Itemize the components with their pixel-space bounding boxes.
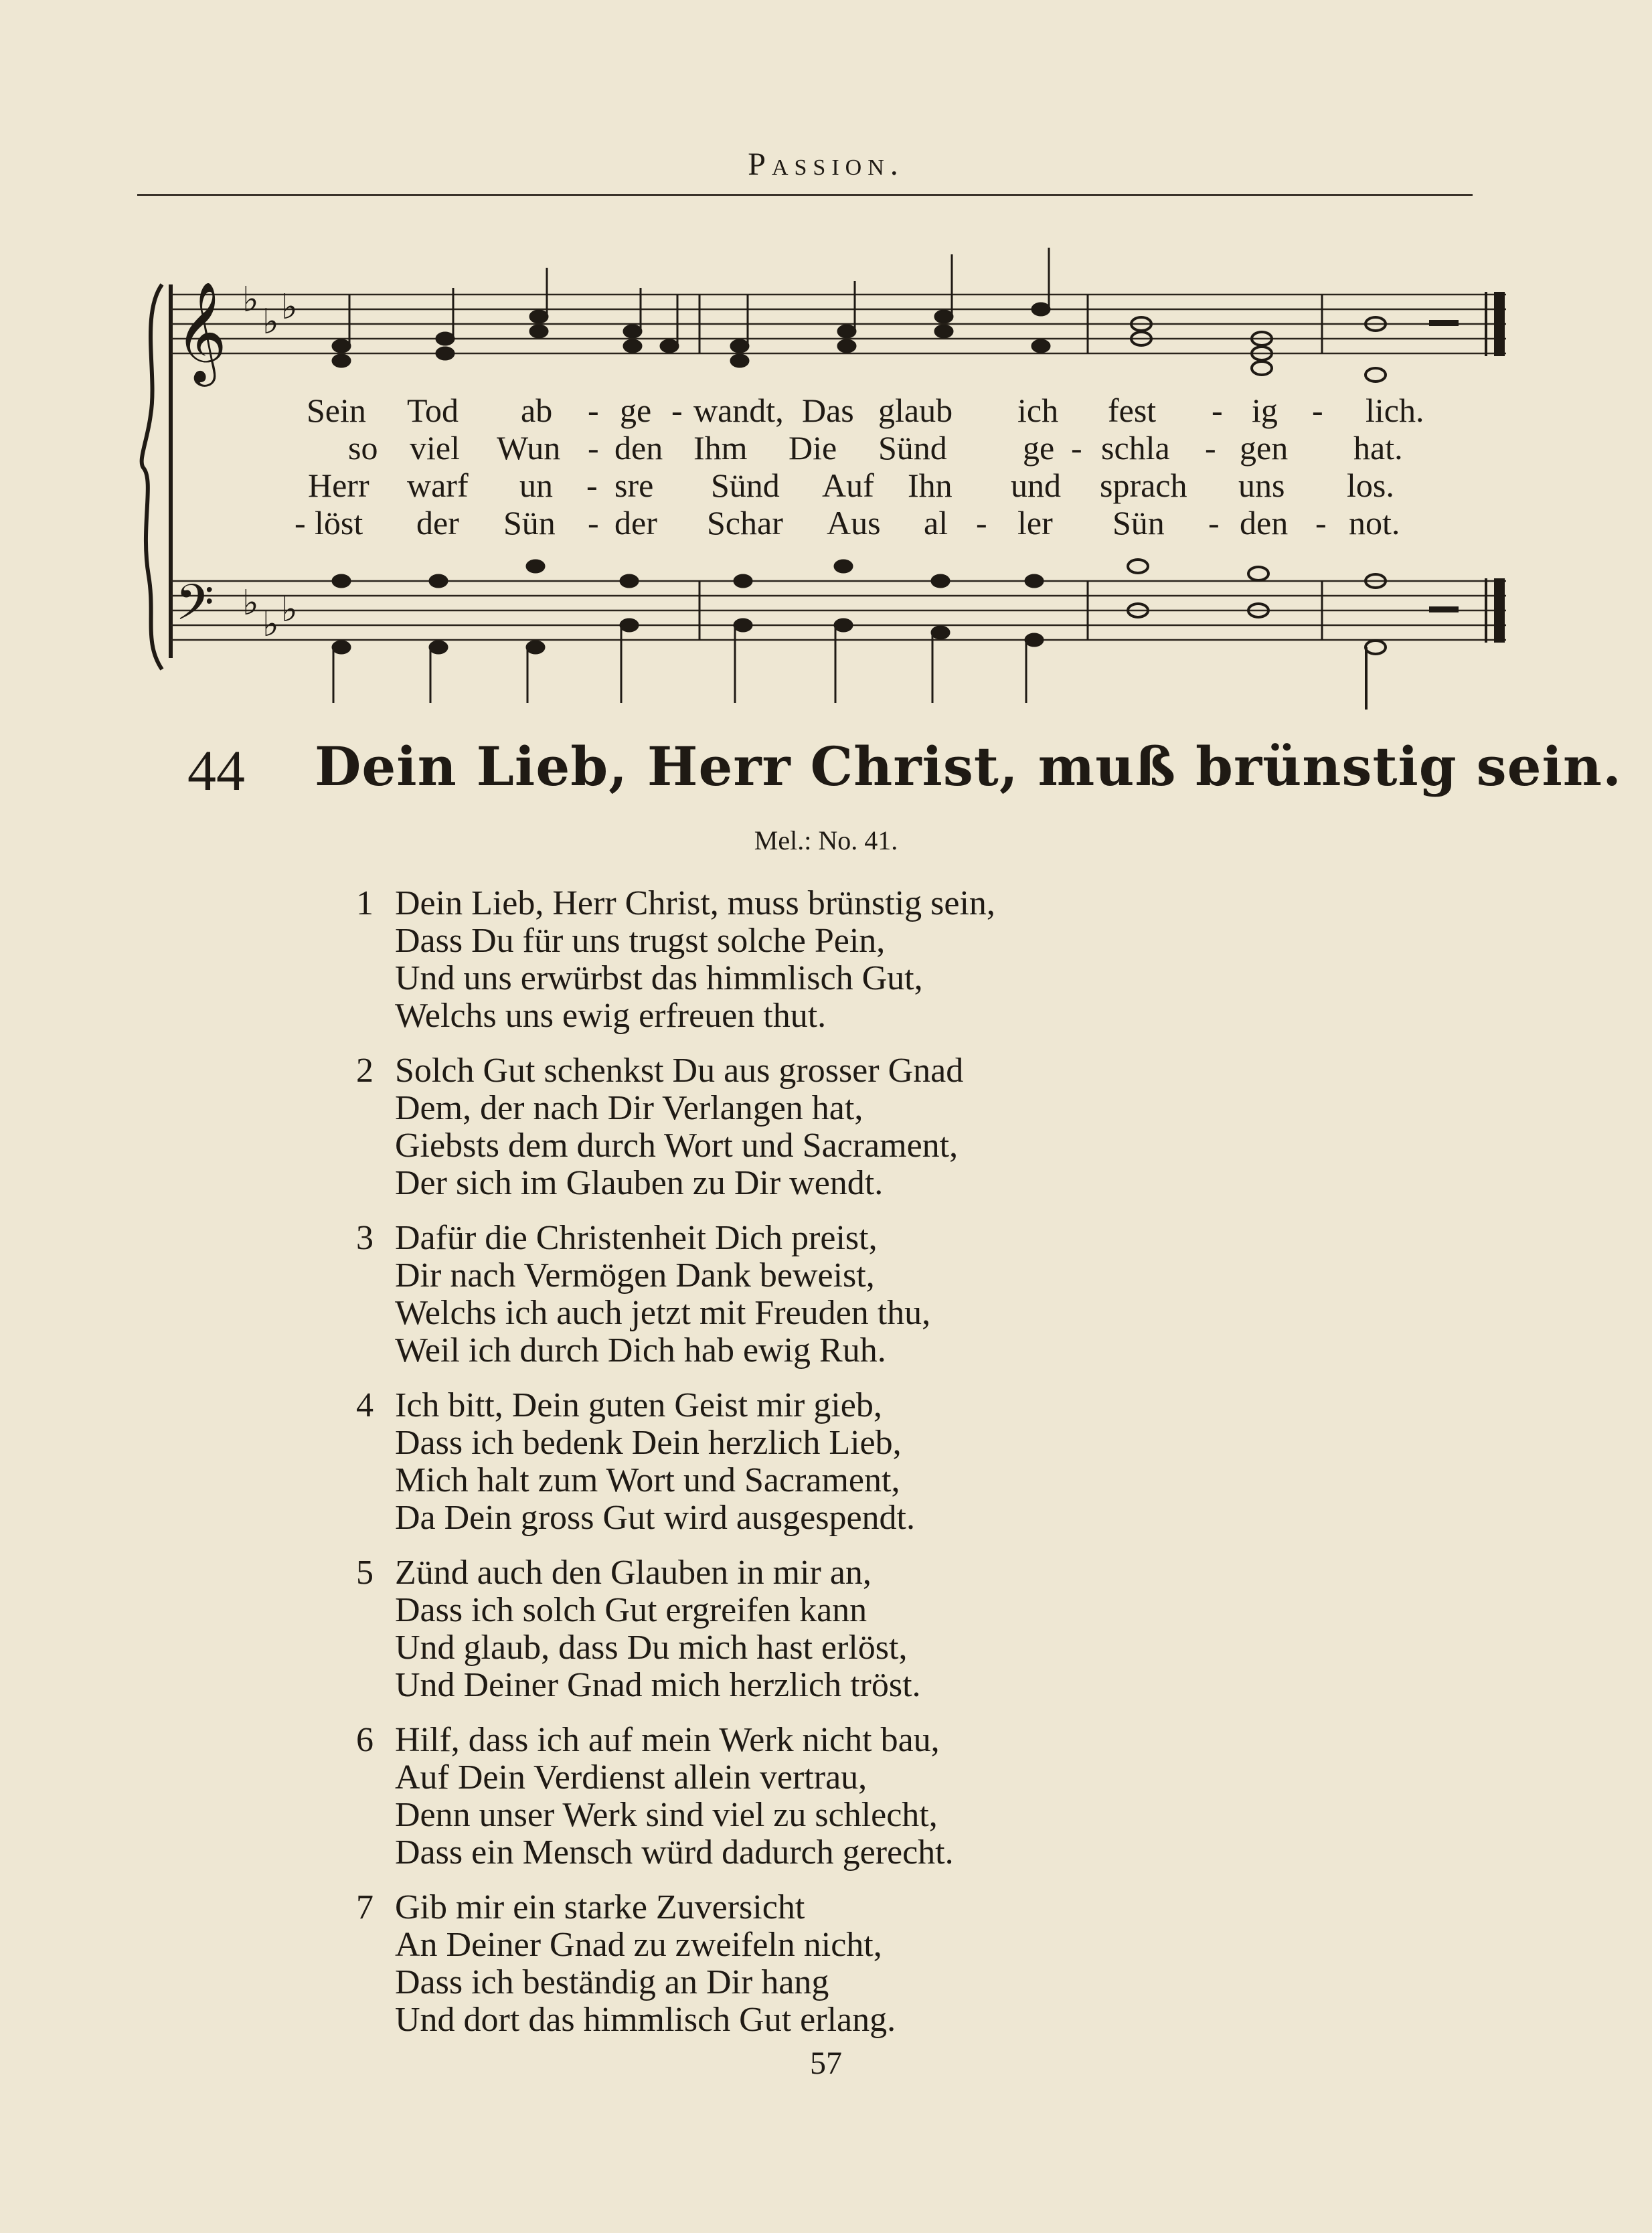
verse-line: Dass ich solch Gut ergreifen kann [395, 1591, 868, 1629]
verse-line: Dass ich bedenk Dein herzlich Lieb, [395, 1424, 902, 1462]
verse-5 [356, 1554, 921, 1704]
lyric-syllable: - [1205, 429, 1216, 467]
verse-line: Weil ich durch Dich hab ewig Ruh. [395, 1331, 886, 1370]
lyric-syllable: ler [1017, 504, 1053, 542]
lyric-syllable: Sün [503, 504, 556, 542]
lyric-syllable: ge [620, 392, 652, 429]
lyric-syllable: - [976, 504, 987, 542]
verse-7 [356, 1888, 896, 2039]
lyric-syllable: Ihm [693, 429, 748, 467]
lyric-syllable: der [416, 504, 459, 542]
lyric-syllable: den [614, 429, 663, 467]
lyric-syllable: al [924, 504, 948, 542]
verse-line: Hilf, dass ich auf mein Werk nicht bau, [395, 1721, 940, 1759]
svg-text:♭: ♭ [281, 590, 298, 630]
verse-line: Welchs ich auch jetzt mit Freuden thu, [395, 1294, 931, 1332]
verse-line: Dem, der nach Dir Verlangen hat, [395, 1089, 863, 1127]
verse-number: 5 [356, 1554, 374, 1592]
verse-4 [356, 1386, 915, 1537]
hymn-number: 44 [187, 738, 245, 803]
verse-line: Dass ich beständig an Dir hang [395, 1963, 829, 2001]
lyric-syllable: - [671, 392, 683, 429]
verse-line: Auf Dein Verdienst allein vertrau, [395, 1758, 868, 1797]
lyric-syllable: ich [1017, 392, 1059, 429]
lyric-syllable: sre [614, 467, 654, 504]
melody-reference: Mel.: No. 41. [754, 825, 898, 855]
verse-line: Mich halt zum Wort und Sacrament, [395, 1461, 900, 1499]
lyric-syllable: - [1212, 392, 1223, 429]
verse-number: 6 [356, 1721, 374, 1759]
verse-line: Und dort das himmlisch Gut erlang. [395, 2001, 896, 2039]
verse-line: Dir nach Vermögen Dank beweist, [395, 1256, 875, 1295]
lyric-syllable: los. [1347, 467, 1394, 504]
lyric-syllable: - [1312, 392, 1323, 429]
verse-1 [356, 884, 995, 1035]
lyric-syllable: - [586, 467, 598, 504]
svg-text:♭: ♭ [242, 280, 259, 320]
verse-line: Giebsts dem durch Wort und Sacrament, [395, 1127, 959, 1165]
verse-line: Da Dein gross Gut wird ausgespendt. [395, 1499, 915, 1537]
lyric-syllable: gen [1240, 429, 1289, 467]
svg-text:♭: ♭ [262, 604, 279, 645]
lyric-syllable: so [348, 429, 378, 467]
lyric-syllable: Wun [497, 429, 561, 467]
verse-line: Solch Gut schenkst Du aus grosser Gnad [395, 1052, 964, 1090]
verse-line: Dafür die Christenheit Dich preist, [395, 1219, 878, 1257]
lyric-syllable: Herr [308, 467, 369, 504]
lyric-syllable: der [614, 504, 657, 542]
verse-line: Welchs uns ewig erfreuen thut. [395, 997, 827, 1035]
lyric-syllable: glaub [878, 392, 953, 429]
lyric-syllable: Sün [1112, 504, 1165, 542]
lyric-syllable: den [1240, 504, 1289, 542]
verse-number: 7 [356, 1888, 374, 1926]
lyric-syllable: un [519, 467, 553, 504]
lyric-syllable: und [1011, 467, 1061, 504]
lyric-syllable: - [588, 429, 599, 467]
lyric-syllable: warf [407, 467, 469, 504]
lyric-syllable: - [1071, 429, 1082, 467]
verse-line: Dein Lieb, Herr Christ, muss brünstig sein, [395, 884, 995, 922]
lyric-syllable: Das [802, 392, 854, 429]
lyric-syllable: - [588, 392, 599, 429]
lyric-syllable: Die [789, 429, 837, 467]
lyric-syllable: ab [521, 392, 553, 429]
lyric-syllable: Sein [307, 392, 366, 429]
verse-line: Zünd auch den Glauben in mir an, [395, 1554, 872, 1592]
lyric-syllable: Auf [822, 467, 874, 504]
bass-clef-icon: 𝄢 [175, 574, 214, 644]
lyric-syllable: - [588, 504, 599, 542]
verse-line: Und Deiner Gnad mich herzlich tröst. [395, 1666, 921, 1704]
verse-3 [356, 1219, 931, 1370]
lyric-syllable: Sünd [711, 467, 780, 504]
svg-text:♭: ♭ [242, 583, 259, 623]
verse-number: 1 [356, 884, 374, 922]
lyric-syllable: ge [1023, 429, 1055, 467]
lyric-syllable: Ihn [908, 467, 953, 504]
verse-line: Dass Du für uns trugst solche Pein, [395, 922, 886, 960]
lyric-syllable: viel [410, 429, 460, 467]
lyric-syllable: - [1208, 504, 1220, 542]
verse-line: Und uns erwürbst das himmlisch Gut, [395, 959, 923, 997]
verse-line: Ich bitt, Dein guten Geist mir gieb, [395, 1386, 882, 1424]
verse-line: Und glaub, dass Du mich hast erlöst, [395, 1629, 908, 1667]
lyric-syllable: not. [1349, 504, 1400, 542]
lyric-syllable: Aus [827, 504, 881, 542]
lyrics-block [0, 0, 1652, 736]
lyric-syllable: wandt, [693, 392, 784, 429]
page-number: 57 [810, 2046, 842, 2081]
lyric-syllable: hat. [1353, 429, 1403, 467]
svg-text:♭: ♭ [262, 302, 279, 342]
verse-line: Denn unser Werk sind viel zu schlecht, [395, 1796, 938, 1834]
verse-line: An Deiner Gnad zu zweifeln nicht, [395, 1926, 882, 1964]
verse-line: Gib mir ein starke Zuversicht [395, 1888, 805, 1926]
verse-6 [356, 1721, 954, 1872]
hymn-title: Dein Lieb, Herr Christ, muß brünstig sein. [315, 735, 1622, 798]
lyric-syllable: ig [1252, 392, 1278, 429]
lyric-syllable: löst [315, 504, 363, 542]
verse-number: 3 [356, 1219, 374, 1257]
lyric-syllable: lich. [1366, 392, 1424, 429]
svg-text:♭: ♭ [281, 287, 298, 327]
lyric-syllable: sprach [1100, 467, 1187, 504]
lyric-syllable: - [295, 504, 306, 542]
page-header: Passion. [748, 147, 904, 182]
verse-number: 4 [356, 1386, 374, 1424]
verse-line: Dass ein Mensch würd dadurch gerecht. [395, 1833, 954, 1872]
lyric-syllable: fest [1108, 392, 1157, 429]
lyric-syllable: Schar [707, 504, 783, 542]
lyric-syllable: Sünd [878, 429, 947, 467]
verse-line: Der sich im Glauben zu Dir wendt. [395, 1164, 884, 1202]
lyric-syllable: uns [1238, 467, 1285, 504]
lyric-syllable: Tod [407, 392, 459, 429]
treble-clef-icon: 𝄞 [175, 280, 227, 382]
verse-2 [356, 1052, 964, 1202]
verse-number: 2 [356, 1052, 374, 1090]
lyric-syllable: schla [1101, 429, 1170, 467]
lyric-syllable: - [1315, 504, 1327, 542]
